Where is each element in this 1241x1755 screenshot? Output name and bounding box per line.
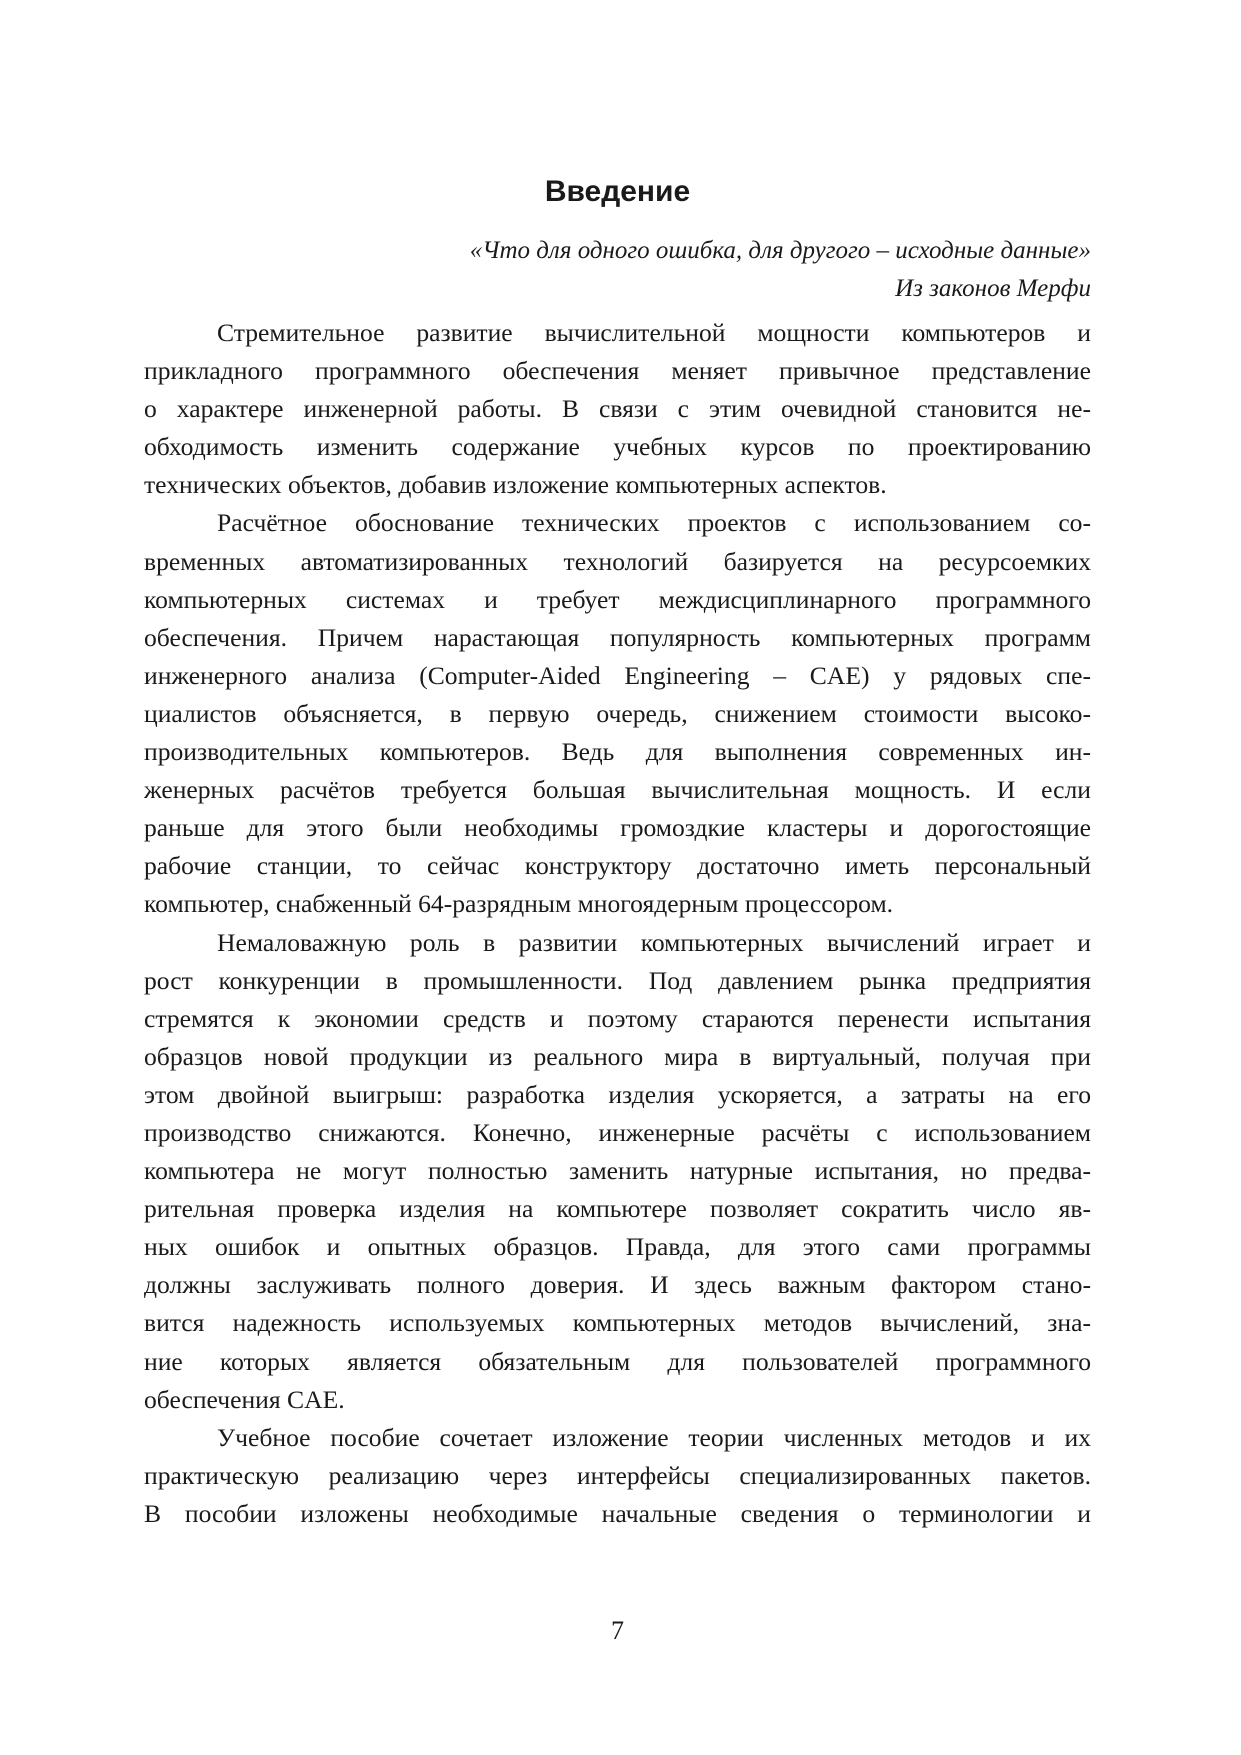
page-title: Введение xyxy=(544,175,691,208)
text-line: обходимость изменить содержание учебных курсов по проектированию xyxy=(144,432,1091,462)
text-line: В пособии изложены необходимые начальные сведения о терминологии и xyxy=(144,1498,1091,1528)
text-line: стремятся к экономии средств и поэтому стараются перенести испытания xyxy=(144,1003,1091,1033)
text-line: этом двойной выигрыш: разработка изделия ускоряется, а затраты на его xyxy=(144,1079,1091,1109)
text-line: вится надежность используемых компьютерных методов вычислений, зна- xyxy=(144,1308,1091,1338)
text-line: обеспечения. Причем нарастающая популярность компьютерных программ xyxy=(144,622,1091,652)
paragraph-2 xyxy=(144,504,1091,923)
text-line: обеспечения CAE. xyxy=(144,1384,345,1414)
text-line: рабочие станции, то сейчас конструктору достаточно иметь персональный xyxy=(144,851,1091,881)
text-line: производительных компьютеров. Ведь для выполнения современных ин- xyxy=(144,737,1091,767)
text-line: о характере инженерной работы. В связи с этим очевидной становится не- xyxy=(144,394,1091,424)
text-line: Учебное пособие сочетает изложение теории численных методов и их xyxy=(217,1422,1091,1452)
text-line: Расчётное обоснование технических проектов с использованием со- xyxy=(217,508,1091,538)
text-line: женерных расчётов требуется большая вычислительная мощность. И если xyxy=(144,775,1091,805)
text-line: циалистов объясняется, в первую очередь, снижением стоимости высоко- xyxy=(144,698,1091,728)
text-line: временных автоматизированных технологий базируется на ресурсоемких xyxy=(144,546,1091,576)
text-line: прикладного программного обеспечения меняет привычное представление xyxy=(144,356,1091,386)
paragraph-4 xyxy=(144,1419,1091,1533)
text-line: инженерного анализа (Computer-Aided Engineering – CAE) у рядовых спе- xyxy=(144,660,1091,690)
epigraph-source: Из законов Мерфи xyxy=(895,275,1091,302)
page-number: 7 xyxy=(611,1616,624,1645)
epigraph xyxy=(470,232,1091,308)
text-line: рост конкуренции в промышленности. Под давлением рынка предприятия xyxy=(144,965,1091,995)
text-line: образцов новой продукции из реального мира в виртуальный, получая при xyxy=(144,1041,1091,1071)
text-line: компьютер, снабженный 64-разрядным многоядерным процессором. xyxy=(144,889,894,919)
text-line: Немаловажную роль в развитии компьютерных вычислений играет и xyxy=(217,927,1091,957)
text-line: Стремительное развитие вычислительной мощности компьютеров и xyxy=(217,318,1091,347)
text-line: производство снижаются. Конечно, инженерные расчёты с использованием xyxy=(144,1117,1091,1147)
paragraph-1 xyxy=(144,314,1091,504)
text-line: практическую реализацию через интерфейсы специализированных пакетов. xyxy=(144,1460,1091,1490)
text-line: компьютера не могут полностью заменить натурные испытания, но предва- xyxy=(144,1156,1091,1186)
paragraph-3 xyxy=(144,924,1091,1419)
text-line: ние которых является обязательным для пользователей программного xyxy=(144,1346,1091,1376)
text-line: ных ошибок и опытных образцов. Правда, для этого сами программы xyxy=(144,1232,1091,1262)
text-line: раньше для этого были необходимы громоздкие кластеры и дорогостоящие xyxy=(144,813,1091,843)
text-line: рительная проверка изделия на компьютере позволяет сократить число яв- xyxy=(144,1194,1091,1224)
text-line: компьютерных системах и требует междисциплинарного программного xyxy=(144,584,1091,614)
body-text xyxy=(144,314,1091,1533)
document-page xyxy=(144,0,1091,1755)
text-line: должны заслуживать полного доверия. И здесь важным фактором стано- xyxy=(144,1270,1091,1300)
text-line: технических объектов, добавив изложение компьютерных аспектов. xyxy=(144,470,887,500)
epigraph-quote: «Что для одного ошибка, для другого – исходные данные» xyxy=(469,237,1091,264)
